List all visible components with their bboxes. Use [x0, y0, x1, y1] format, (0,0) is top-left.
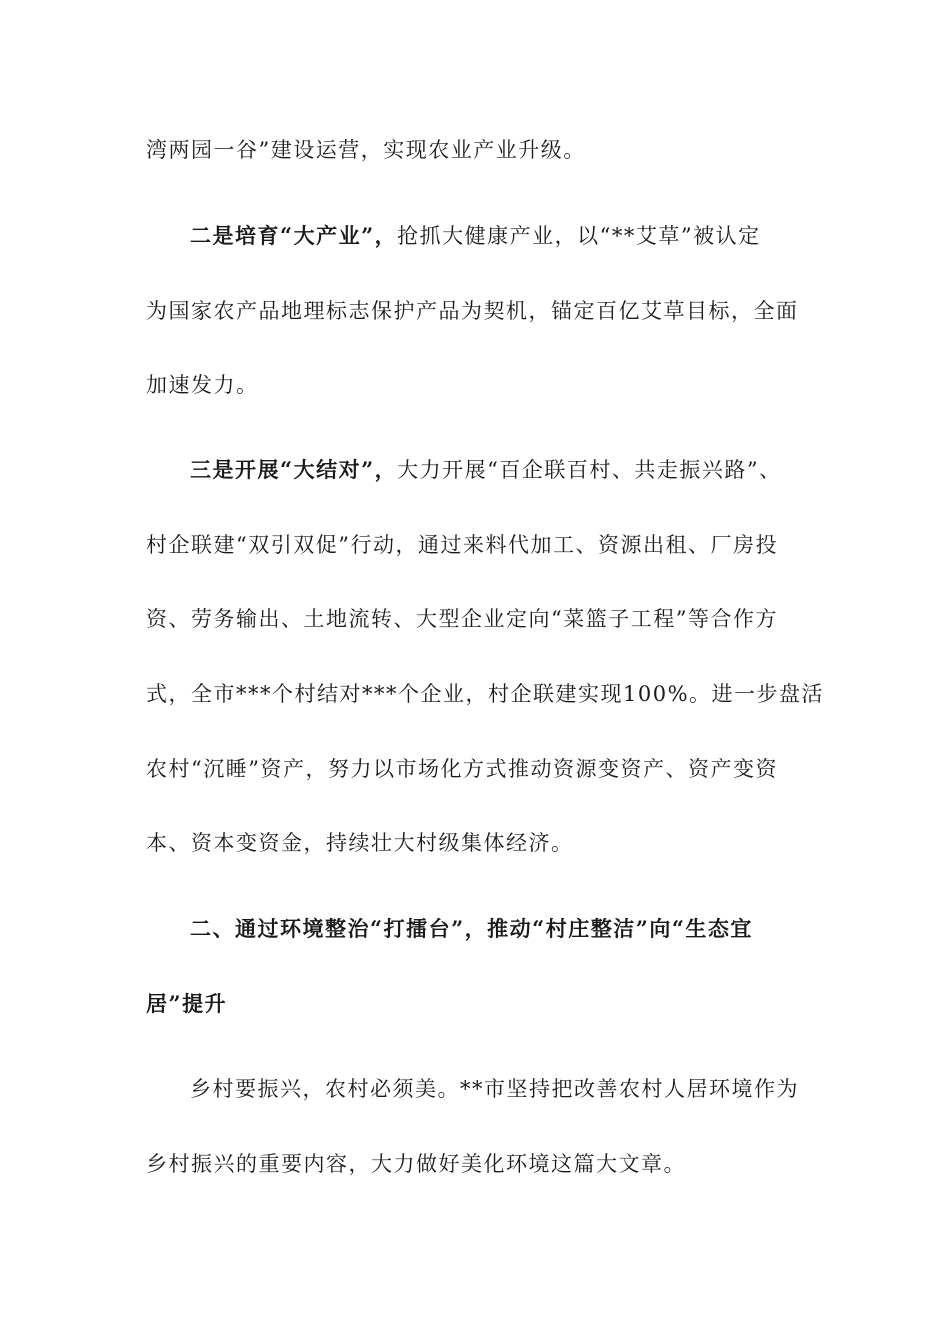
paragraph-line: 乡村振兴的重要内容，大力做好美化环境这篇大文章。	[146, 1152, 686, 1176]
paragraph-line: 乡村要振兴，农村必须美。**市坚持把改善农村人居环境作为	[190, 1077, 799, 1101]
paragraph-line: 式，全市***个村结对***个企业，村企联建实现100%。进一步盘活	[146, 682, 825, 706]
paragraph-line: 村企联建“双引双促”行动，通过来料代加工、资源出租、厂房投	[146, 533, 778, 557]
paragraph-line: 资、劳务输出、土地流转、大型企业定向“菜篮子工程”等合作方	[146, 607, 778, 631]
section-heading: 二、通过环境整治“打擂台”，推动“村庄整洁”向“生态宜	[190, 916, 753, 941]
paragraph-line	[190, 455, 782, 485]
paragraph-text: 抢抓大健康产业，以“**艾草”被认定	[397, 224, 761, 248]
paragraph-line: 本、资本变资金，持续壮大村级集体经济。	[146, 831, 574, 855]
paragraph-line: 湾两园一谷”建设运营，实现农业产业升级。	[146, 138, 586, 162]
paragraph-line: 农村“沉睡”资产，努力以市场化方式推动资源变资产、资产变资	[146, 757, 778, 781]
paragraph-line: 加速发力。	[146, 373, 259, 397]
paragraph-heading: 三是开展“大结对”，	[190, 457, 398, 482]
paragraph-line	[190, 221, 761, 251]
paragraph-heading: 二是培育“大产业”，	[190, 223, 398, 248]
paragraph-line: 为国家农产品地理标志保护产品为契机，锚定百亿艾草目标，全面	[146, 299, 799, 323]
paragraph-text: 大力开展“百企联百村、共走振兴路”、	[397, 458, 782, 482]
section-heading-continued: 居”提升	[146, 991, 228, 1016]
